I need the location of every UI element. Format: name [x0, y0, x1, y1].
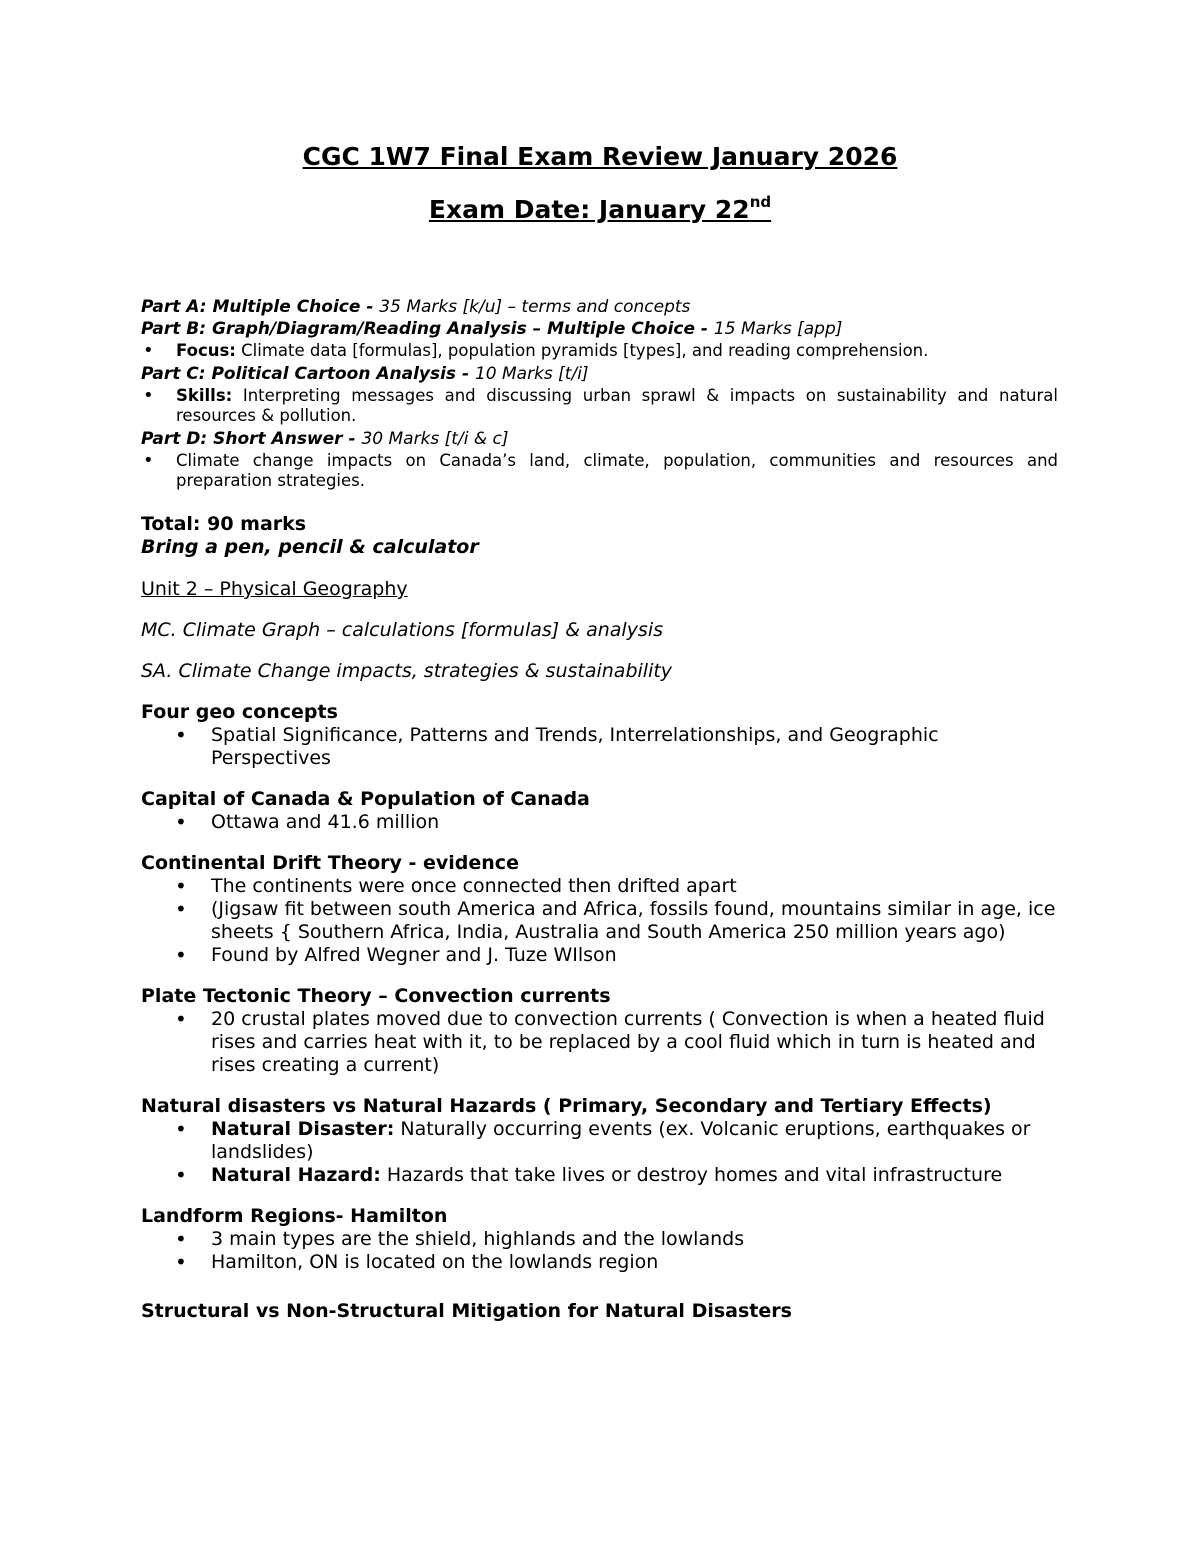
part-c-label: Part C: Political Cartoon Analysis -: [141, 364, 475, 384]
list-item: [141, 386, 1058, 426]
exam-date-text: Exam Date: January 22: [428, 195, 750, 224]
natural-disaster-text: Naturally occurring events (ex. Volcanic eruptions, earthquakes or landslides): [211, 1118, 1031, 1163]
part-d: [141, 428, 1058, 450]
capital-heading: Capital of Canada & Population of Canada: [141, 788, 590, 810]
part-b-list: [141, 341, 1058, 361]
document-title: [0, 142, 1200, 171]
list-item: • 20 crustal plates moved due to convection currents ( Convection is when a heated fluid rises and carries heat with it, to be replaced by a cool fluid which in turn is heated and rises creating a current): [141, 1008, 1058, 1077]
natural-hazard-text: Hazards that take lives or destroy homes and vital infrastructure: [380, 1164, 1003, 1186]
exam-date: [0, 195, 1200, 224]
document-body: [141, 296, 1058, 1323]
part-c-list: [141, 386, 1058, 426]
list-item: • The continents were once connected then drifted apart: [141, 875, 1058, 898]
part-b-detail: 15 Marks [app]: [713, 319, 843, 339]
list-item: • Found by Alfred Wegner and J. Tuze WIlson: [141, 944, 1058, 967]
tectonic-list: [141, 1008, 1058, 1077]
list-item: • Ottawa and 41.6 million: [141, 811, 1058, 834]
part-c: [141, 363, 1058, 385]
list-item: [141, 1164, 1058, 1187]
sa-line: SA. Climate Change impacts, strategies & sustainability: [141, 660, 673, 682]
focus-label: Focus:: [176, 341, 236, 360]
skills-text: Interpreting messages and discussing urban sprawl & impacts on sustainability and natural resources & pollution.: [176, 386, 1058, 425]
part-c-detail: 10 Marks [t/i]: [474, 364, 589, 384]
disasters-heading: Natural disasters vs Natural Hazards ( Primary, Secondary and Tertiary Effects): [141, 1095, 992, 1117]
natural-disaster-label: Natural Disaster:: [211, 1118, 395, 1140]
part-a-label: Part A: Multiple Choice -: [141, 297, 380, 317]
unit-title: Unit 2 – Physical Geography: [141, 578, 408, 600]
disasters-list: [141, 1118, 1058, 1187]
title-text: CGC 1W7 Final Exam Review January 2026: [302, 142, 898, 171]
landform-heading: Landform Regions- Hamilton: [141, 1205, 448, 1227]
part-d-label: Part D: Short Answer -: [141, 429, 362, 449]
tectonic-heading: Plate Tectonic Theory – Convection currents: [141, 985, 611, 1007]
part-b: [141, 318, 1058, 340]
drift-heading: Continental Drift Theory - evidence: [141, 852, 519, 874]
capital-list: [141, 811, 1058, 834]
part-a-detail: 35 Marks [k/u] – terms and concepts: [379, 297, 691, 317]
list-item: • Climate change impacts on Canada’s land, climate, population, communities and resources and preparation strategies.: [141, 451, 1058, 491]
geo-concepts-list: [141, 724, 1058, 770]
natural-hazard-label: Natural Hazard:: [211, 1164, 381, 1186]
total-marks: Total: 90 marks: [141, 513, 307, 535]
geo-concepts-heading: Four geo concepts: [141, 701, 338, 723]
list-item: • Hamilton, ON is located on the lowlands region: [141, 1251, 1058, 1274]
part-d-list: [141, 451, 1058, 491]
list-item: • Spatial Significance, Patterns and Trends, Interrelationships, and Geographic Perspectives: [141, 724, 1058, 770]
part-a: [141, 296, 1058, 318]
exam-date-suffix: nd: [749, 193, 772, 211]
part-d-detail: 30 Marks [t/i & c]: [361, 429, 509, 449]
skills-label: Skills:: [176, 386, 233, 405]
list-item: [141, 341, 1058, 361]
bring-note: Bring a pen, pencil & calculator: [141, 536, 479, 558]
list-item: • (Jigsaw fit between south America and Africa, fossils found, mountains similar in age, ice sheets { Southern Africa, India, Australia and South America 250 million years ago): [141, 898, 1058, 944]
list-item: [141, 1118, 1058, 1164]
drift-list: [141, 875, 1058, 967]
mitigation-heading: Structural vs Non-Structural Mitigation for Natural Disasters: [141, 1300, 792, 1322]
list-item: • 3 main types are the shield, highlands and the lowlands: [141, 1228, 1058, 1251]
landform-list: [141, 1228, 1058, 1274]
part-b-label: Part B: Graph/Diagram/Reading Analysis – Multiple Choice -: [141, 319, 714, 339]
mc-line: MC. Climate Graph – calculations [formulas] & analysis: [141, 619, 664, 641]
focus-text: Climate data [formulas], population pyramids [types], and reading comprehension.: [235, 341, 929, 360]
